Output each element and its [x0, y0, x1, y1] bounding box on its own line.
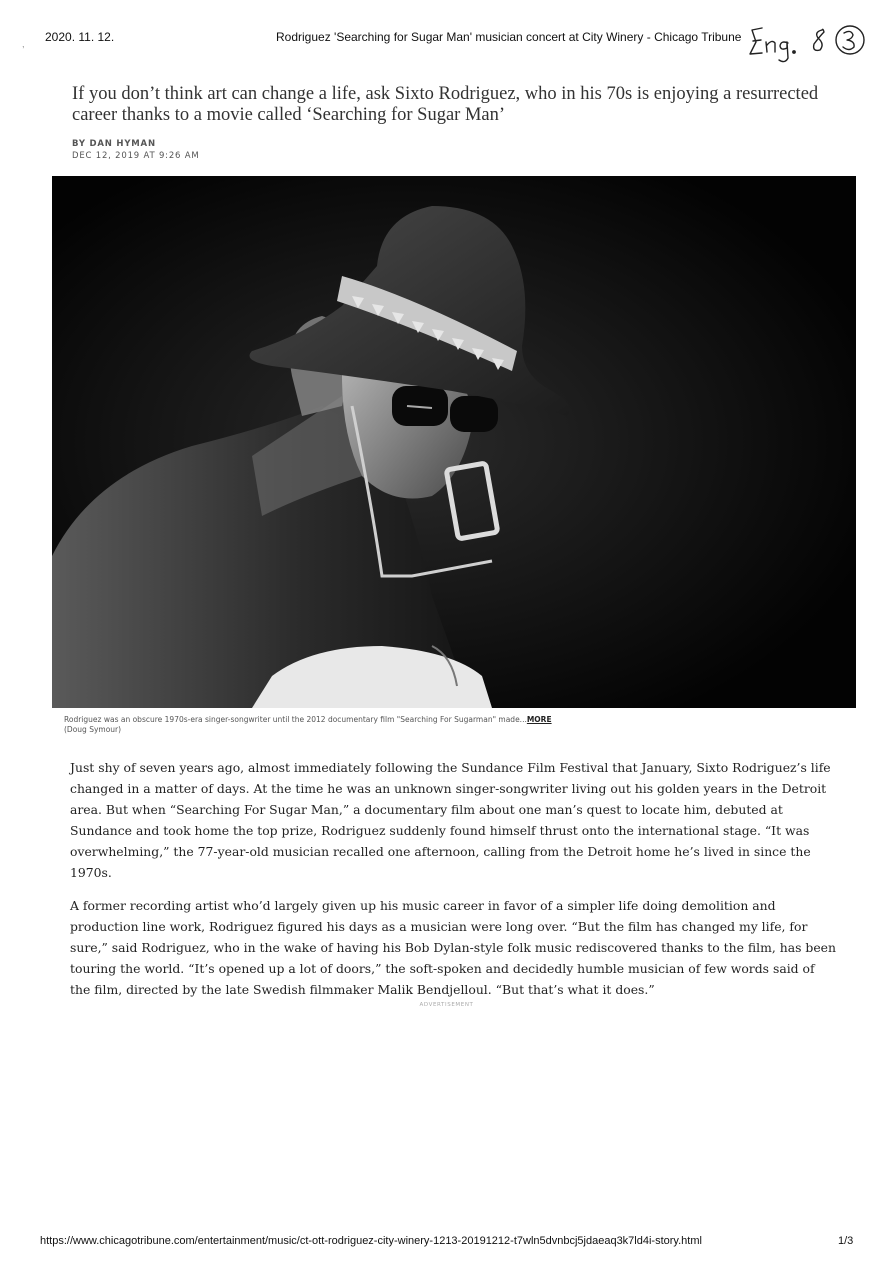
advertisement-label: ADVERTISEMENT: [419, 1002, 474, 1008]
photo-rodriguez-performing: [52, 176, 856, 708]
handwritten-annotation: [748, 18, 868, 64]
article-byline-block: [72, 138, 200, 162]
article-headline: If you don’t think art can change a life, ask Sixto Rodriguez, who in his 70s is enjoying a resurrected career thanks to a movie called ‘Searching for Sugar Man’: [72, 84, 819, 125]
article-body: [70, 757, 838, 1012]
article-photo[interactable]: [52, 176, 856, 708]
photo-credit: (Doug Symour): [64, 725, 122, 734]
print-source-url: https://www.chicagotribune.com/entertainment/music/ct-ott-rodriguez-city-winery-1213-20191212-t7wln5dvnbcj5jdaeaq3k7ld4i-story.html: [40, 1235, 702, 1247]
article-paragraph: Just shy of seven years ago, almost immediately following the Sundance Film Festival that January, Sixto Rodriguez’s life changed in a matter of days. At the time he was an unknown singer-songwriter living out his golden years in the Detroit area. But when “Searching For Sugar Man,” a documentary film about one man’s quest to locate him, debuted at Sundance and took home the top prize, Rodriguez suddenly found himself thrust onto the international stage. “It was overwhelming,” the 77-year-old musician recalled one afternoon, calling from the Detroit home he’s lived in since the 1970s.: [70, 760, 831, 880]
caption-more-link[interactable]: MORE: [526, 715, 552, 724]
publish-date: DEC 12, 2019 AT 9:26 AM: [72, 151, 200, 161]
scan-mark: ,: [22, 39, 25, 49]
article-paragraph: A former recording artist who’d largely given up his music career in favor of a simpler life doing demolition and production line work, Rodriguez figured his days as a musician were long over. “But the film has changed my life, for sure,” said Rodriguez, who in the wake of having his Bob Dylan-style folk music rediscovered thanks to the film, has been touring the world. “It’s opened up a lot of doors,” the soft-spoken and decidedly humble musician of few words said of the film, directed by the late Swedish filmmaker Malik Bendjelloul. “But that’s what it does.”: [70, 898, 836, 997]
photo-caption-block: [64, 715, 844, 735]
print-page-number: 1/3: [838, 1235, 854, 1247]
handwritten-annotation-drawing: [748, 18, 868, 64]
photo-caption: Rodriguez was an obscure 1970s-era singer-songwriter until the 2012 documentary film "Searching For Sugarman" made...: [64, 715, 527, 724]
author-byline: BY DAN HYMAN: [72, 139, 156, 149]
print-date: 2020. 11. 12.: [45, 30, 115, 44]
print-page-title: Rodriguez 'Searching for Sugar Man' musician concert at City Winery - Chicago Tribune: [276, 30, 742, 44]
